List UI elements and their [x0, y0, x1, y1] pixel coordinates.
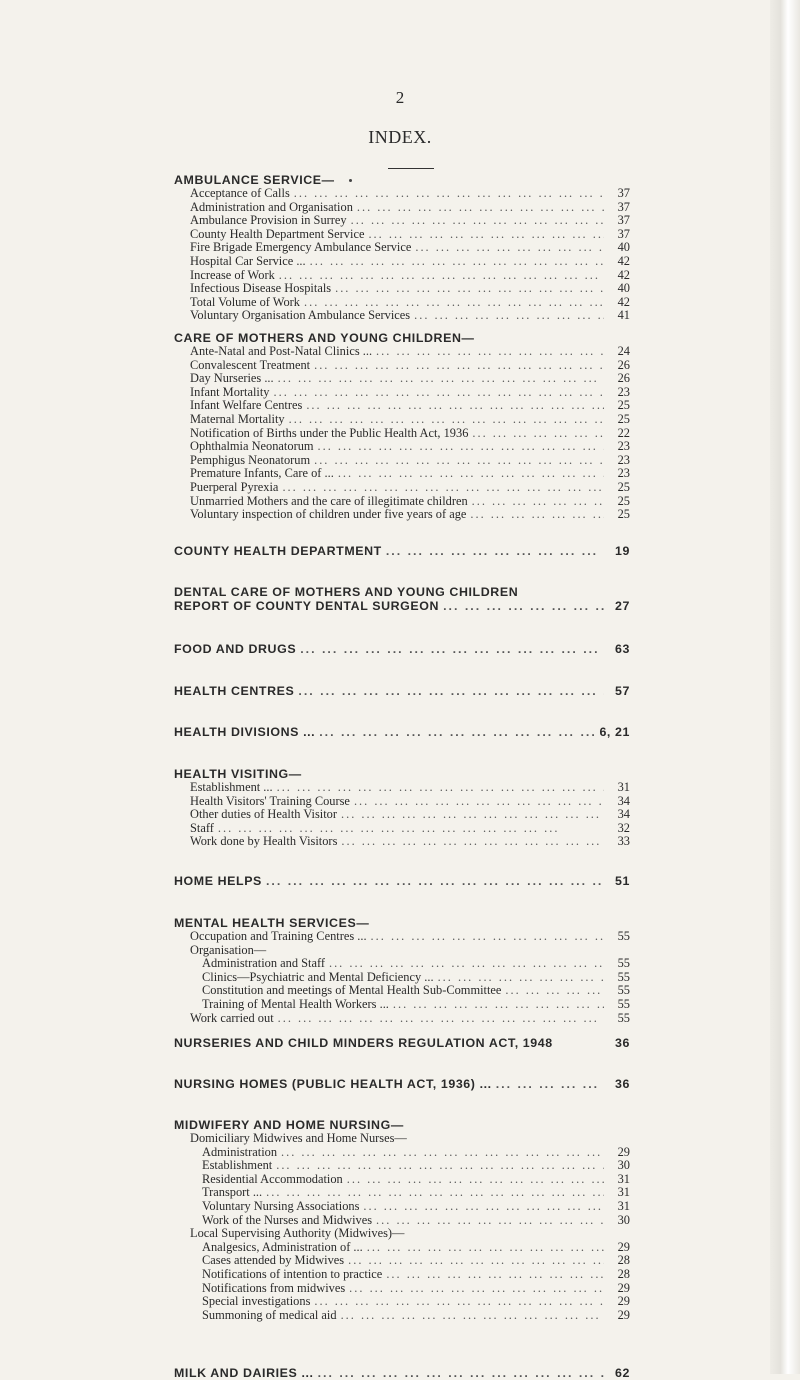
index-entry [174, 255, 630, 269]
entry-label: Ambulance Provision in Surrey [190, 213, 347, 228]
index-entry [174, 1241, 630, 1255]
entry-page-number: 26 [617, 357, 630, 372]
entry-page-number: 55 [617, 956, 630, 971]
index-entry [174, 241, 630, 255]
index-entry [174, 508, 630, 522]
entry-page-number: 25 [617, 479, 630, 494]
dot-leader [501, 984, 604, 998]
index-entry: FOOD AND DRUGS ... . 63 [174, 642, 630, 656]
entry-label: Administration [202, 1144, 278, 1159]
entry-page-number: 29 [617, 1280, 630, 1295]
dot-leader [310, 454, 604, 468]
section-heading: AMBULANCE SERVICE— [174, 174, 630, 187]
entry-page-number: 29 [617, 1239, 630, 1254]
section-heading: MIDWIFERY AND HOME NURSING— [174, 1118, 404, 1132]
index-entry [174, 781, 630, 795]
dot-leader [290, 187, 604, 201]
section-heading: MENTAL HEALTH SERVICES— [174, 916, 370, 930]
dot-leader [468, 495, 604, 509]
dot-leader [382, 1268, 604, 1282]
entry-label: Work done by Health Visitors [190, 834, 338, 849]
dot-leader [310, 359, 604, 373]
dot-leader [345, 1282, 604, 1296]
entry-page-number: 25 [617, 507, 630, 522]
dot-leader [314, 440, 604, 454]
entry-label: Establishment ... [190, 780, 273, 794]
dot-leader [337, 1309, 604, 1323]
entry-page-number: 37 [617, 199, 630, 214]
dot-leader [344, 1254, 604, 1268]
entry-page-number: 31 [617, 1198, 630, 1213]
entry-page-number: 26 [617, 371, 630, 386]
entry-page-number: 34 [617, 793, 630, 808]
entry-page-number: 29 [617, 1144, 630, 1159]
index-entry [174, 1186, 630, 1200]
index-entry [174, 187, 630, 201]
index-entry [174, 808, 630, 822]
dot-leader [325, 957, 604, 971]
dot-leader [334, 467, 604, 481]
entry-label: Clinics—Psychiatric and Mental Deficiency ... [202, 969, 434, 984]
entry-page-number: 28 [617, 1253, 630, 1268]
entry-label: Voluntary Nursing Associations [202, 1198, 360, 1213]
index-entry: HOME HELPS ... . 51 [174, 874, 630, 888]
entry-label: Health Visitors' Training Course [190, 793, 350, 808]
entry-page-number: 37 [617, 186, 630, 200]
entry-label: Infant Mortality [190, 384, 270, 399]
index-entry [174, 214, 630, 228]
entry-page-number: 55 [617, 996, 630, 1011]
entry-page-number: 29 [617, 1307, 630, 1322]
index-entry [174, 454, 630, 468]
index-entry [174, 1214, 630, 1228]
dot-leader [372, 1214, 604, 1228]
index-entry [174, 201, 630, 215]
entry-page-number: 25 [617, 411, 630, 426]
dot-leader [337, 808, 604, 822]
dot-leader [434, 971, 604, 985]
section-care-of-mothers [174, 332, 630, 522]
index-entry [174, 386, 630, 400]
entry-page-number: 42 [617, 267, 630, 282]
index-entry [174, 1295, 630, 1309]
dot-leader [270, 386, 605, 400]
entry-label: Special investigations [202, 1294, 311, 1309]
entry-page-number: 30 [617, 1158, 630, 1173]
entry-page-number: 34 [617, 807, 630, 822]
index-entry [174, 413, 630, 427]
dot-leader [353, 201, 604, 215]
entry-label: Premature Infants, Care of ... [190, 466, 334, 481]
section-nurseries [174, 1036, 630, 1050]
entry-page-number: 28 [617, 1266, 630, 1281]
section-home-helps [174, 874, 630, 888]
entry-page-number: 22 [617, 425, 630, 440]
entry-page-number: 40 [617, 281, 630, 296]
entry-page-number: 33 [617, 834, 630, 849]
entry-label: Pemphigus Neonatorum [190, 452, 311, 467]
dot-leader [274, 372, 604, 386]
entry-label: Residential Accommodation [202, 1171, 343, 1186]
entry-label: Total Volume of Work [190, 294, 300, 309]
dot-leader [273, 781, 604, 795]
entry-page-number: 37 [617, 226, 630, 241]
section-health-centres [174, 684, 630, 698]
index-entry: Occupation and Training Centres ... ... . 55 [174, 930, 630, 944]
dot-leader [466, 508, 604, 522]
entry-page-number: 23 [617, 384, 630, 399]
index-entry: NURSERIES AND CHILD MINDERS REGULATION ACT, 1948 36 [174, 1036, 630, 1050]
entry-label: Transport ... [202, 1185, 263, 1200]
page-title: INDEX. [368, 127, 432, 147]
index-entry [174, 957, 630, 971]
index-entry [174, 282, 630, 296]
entry-page-number: 32 [617, 820, 630, 835]
index-entry: NURSING HOMES (PUBLIC HEALTH ACT, 1936) ... ... . 36 [174, 1077, 630, 1091]
index-entry [174, 269, 630, 283]
index-entry: COUNTY HEALTH DEPARTMENT ... . 19 [174, 544, 630, 558]
dot-leader [214, 822, 604, 836]
entry-page-number: 29 [617, 1294, 630, 1309]
entry-label: Constitution and meetings of Mental Health Sub-Committee [202, 983, 502, 998]
entry-label: Unmarried Mothers and the care of illegitimate children [190, 493, 468, 508]
entry-label: Day Nurseries ... [190, 371, 274, 386]
index-entry [174, 440, 630, 454]
entry-page-number: 23 [617, 466, 630, 481]
index-entry [174, 1268, 630, 1282]
section-county-health [174, 544, 630, 558]
index-entry: REPORT OF COUNTY DENTAL SURGEON ... . 27 [174, 599, 630, 613]
section-ambulance [174, 174, 630, 323]
entry-label: Increase of Work [190, 267, 275, 282]
entry-page-number: 42 [617, 294, 630, 309]
entry-label: Notifications from midwives [202, 1280, 346, 1295]
entry-page-number: 40 [617, 240, 630, 255]
entry-label: Cases attended by Midwives [202, 1253, 345, 1268]
index-entry [174, 359, 630, 373]
entry-label: Fire Brigade Emergency Ambulance Service [190, 240, 412, 255]
entry-page-number: 31 [617, 1171, 630, 1186]
subheading: Organisation— [190, 942, 267, 957]
entry-label: Infectious Disease Hospitals [190, 281, 332, 296]
entry-label: County Health Department Service [190, 226, 365, 241]
dot-leader [410, 309, 604, 323]
stray-dot [349, 179, 352, 182]
entry-label: Work of the Nurses and Midwives [202, 1212, 373, 1227]
dot-leader [411, 241, 604, 255]
page-edge-shadow [770, 0, 800, 1374]
dot-leader [347, 214, 604, 228]
dot-leader [302, 399, 604, 413]
index-entry [174, 1146, 630, 1160]
entry-label: Infant Welfare Centres [190, 398, 303, 413]
index-entry [174, 998, 630, 1012]
section-midwifery [174, 1119, 630, 1322]
entry-list [174, 781, 630, 849]
section-dental [174, 586, 630, 613]
entry-page-number: 30 [617, 1212, 630, 1227]
dot-leader [278, 481, 604, 495]
index-entry [174, 1173, 630, 1187]
index-entry [174, 467, 630, 481]
entry-label: Staff [190, 820, 214, 835]
subheading: Domiciliary Midwives and Home Nurses— [190, 1131, 407, 1145]
entry-page-number: 24 [617, 344, 630, 358]
entry-label: Analgesics, Administration of ... [202, 1239, 363, 1254]
dot-leader [262, 1186, 604, 1200]
index-entry [174, 971, 630, 985]
dot-leader [468, 427, 604, 441]
entry-label: Convalescent Treatment [190, 357, 311, 372]
section-nursing-homes [174, 1077, 630, 1091]
dot-leader [306, 255, 604, 269]
index-entry [174, 795, 630, 809]
index-entry: MILK AND DAIRIES ... ... . 62 [174, 1366, 630, 1380]
dot-leader [389, 998, 604, 1012]
entry-label: Administration and Organisation [190, 199, 353, 214]
entry-page-number: 55 [617, 983, 630, 998]
entry-label: Establishment [202, 1158, 273, 1173]
index-entry: HEALTH CENTRES ... . 57 [174, 684, 630, 698]
entry-label: Training of Mental Health Workers ... [202, 996, 389, 1011]
entry-label: Hospital Car Service ... [190, 253, 306, 268]
index-entry [174, 1282, 630, 1296]
index-entry [174, 228, 630, 242]
dot-leader [300, 296, 604, 310]
entry-label: Maternal Mortality [190, 411, 285, 426]
dot-leader [277, 1146, 604, 1160]
entry-label: Voluntary Organisation Ambulance Services [190, 308, 411, 323]
index-entry [174, 1200, 630, 1214]
dot-leader [272, 1159, 604, 1173]
entry-label: Acceptance of Calls [190, 186, 290, 200]
entry-label: Notifications of intention to practice [202, 1266, 383, 1281]
entry-page-number: 23 [617, 452, 630, 467]
index-entry [174, 309, 630, 323]
entry-list [174, 1241, 630, 1323]
dot-leader [364, 228, 604, 242]
index-entry [174, 345, 630, 359]
entry-label: Puerperal Pyrexia [190, 479, 279, 494]
entry-label: Ante-Natal and Post-Natal Clinics ... [190, 344, 373, 358]
dot-leader [343, 1173, 604, 1187]
entry-list [174, 957, 630, 1011]
index-entry [174, 427, 630, 441]
section-heading: HEALTH VISITING— [174, 767, 302, 781]
index-entry: HEALTH DIVISIONS ... ... . 6, 21 [174, 725, 630, 739]
entry-page-number: 41 [617, 308, 630, 323]
section-heading: DENTAL CARE OF MOTHERS AND YOUNG CHILDREN [174, 585, 519, 599]
dot-leader [359, 1200, 604, 1214]
entry-page-number: 42 [617, 253, 630, 268]
dot-leader [372, 345, 604, 359]
index-entry [174, 984, 630, 998]
entry-page-number: 55 [617, 969, 630, 984]
index-entry [174, 822, 630, 836]
dot-leader [331, 282, 604, 296]
index-entry [174, 835, 630, 849]
index-entry [174, 495, 630, 509]
dot-leader [285, 413, 604, 427]
entry-list [174, 345, 630, 522]
dot-leader [310, 1295, 604, 1309]
index-entry [174, 1159, 630, 1173]
index-entry [174, 399, 630, 413]
entry-page-number: 23 [617, 439, 630, 454]
dot-leader [350, 795, 604, 809]
entry-page-number: 31 [617, 1185, 630, 1200]
index-entry [174, 481, 630, 495]
entry-label: Other duties of Health Visitor [190, 807, 337, 822]
dot-leader [363, 1241, 604, 1255]
entry-page-number: 25 [617, 398, 630, 413]
section-heading: CARE OF MOTHERS AND YOUNG CHILDREN— [174, 331, 475, 345]
section-milk-and-dairies [174, 1366, 630, 1380]
section-health-divisions [174, 725, 630, 739]
index-entry [174, 1309, 630, 1323]
entry-list [174, 187, 630, 323]
dot-leader [337, 835, 604, 849]
entry-label: Administration and Staff [202, 956, 325, 971]
section-mental-health [174, 917, 630, 1025]
index-entry: Work carried out ... . 55 [174, 1012, 630, 1026]
entry-page-number: 25 [617, 493, 630, 508]
subheading: Local Supervising Authority (Midwives)— [190, 1226, 405, 1241]
entry-list [174, 1146, 630, 1228]
entry-label: Voluntary inspection of children under five years of age [190, 507, 467, 522]
dot-leader [275, 269, 604, 283]
entry-label: Ophthalmia Neonatorum [190, 439, 314, 454]
title-underline [388, 168, 434, 169]
page-number: 2 [395, 88, 405, 107]
index-entry [174, 1254, 630, 1268]
index-entry [174, 372, 630, 386]
entry-page-number: 31 [617, 780, 630, 794]
entry-page-number: 37 [617, 213, 630, 228]
section-health-visiting [174, 768, 630, 849]
index-entry [174, 296, 630, 310]
entry-label: Notification of Births under the Public Health Act, 1936 [190, 425, 469, 440]
entry-label: Summoning of medical aid [202, 1307, 337, 1322]
section-food-and-drugs [174, 642, 630, 656]
